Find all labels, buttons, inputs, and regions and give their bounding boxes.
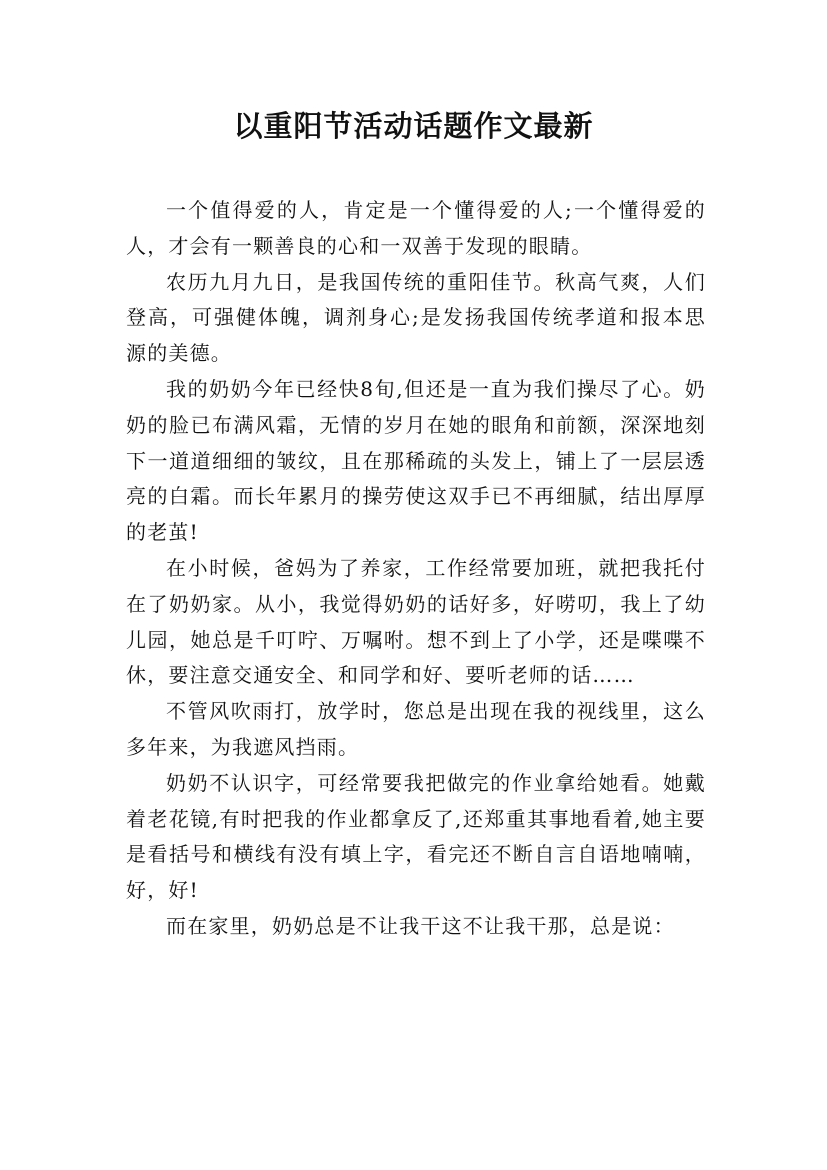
paragraph: 而在家里，奶奶总是不让我干这不让我干那，总是说：	[166, 913, 675, 938]
paragraph: 奶奶不认识字，可经常要我把做完的作业拿给她看。她戴着老花镜,有时把我的作业都拿反了,还郑重其事地看着,她主要是看括号和横线有没有填上字，看完还不断自言自语地喃喃，好，好!	[126, 770, 706, 903]
paragraph: 在小时候，爸妈为了养家，工作经常要加班，就把我托付在了奶奶家。从小，我觉得奶奶的话好多，好唠叨，我上了幼儿园，她总是千叮咛、万嘱咐。想不到上了小学，还是喋喋不休，要注意交通安全、和同学和好、要听老师的话……	[126, 555, 706, 688]
paragraph: 不管风吹雨打，放学时，您总是出现在我的视线里，这么多年来，为我遮风挡雨。	[126, 699, 706, 759]
paragraph: 农历九月九日，是我国传统的重阳佳节。秋高气爽，人们登高，可强健体魄，调剂身心;是发扬我国传统孝道和报本思源的美德。	[126, 269, 706, 366]
paragraph: 一个值得爱的人，肯定是一个懂得爱的人;一个懂得爱的人，才会有一颗善良的心和一双善于发现的眼睛。	[126, 198, 706, 258]
document-title: 以重阳节活动话题作文最新	[233, 109, 594, 143]
document-body	[126, 193, 706, 945]
paragraph: 我的奶奶今年已经快8旬,但还是一直为我们操尽了心。奶奶的脸已布满风霜，无情的岁月在她的眼角和前额，深深地刻下一道道细细的皱纹，且在那稀疏的头发上，铺上了一层层透亮的白霜。而长年累月的操劳使这双手已不再细腻，结出厚厚的老茧!	[126, 376, 706, 545]
